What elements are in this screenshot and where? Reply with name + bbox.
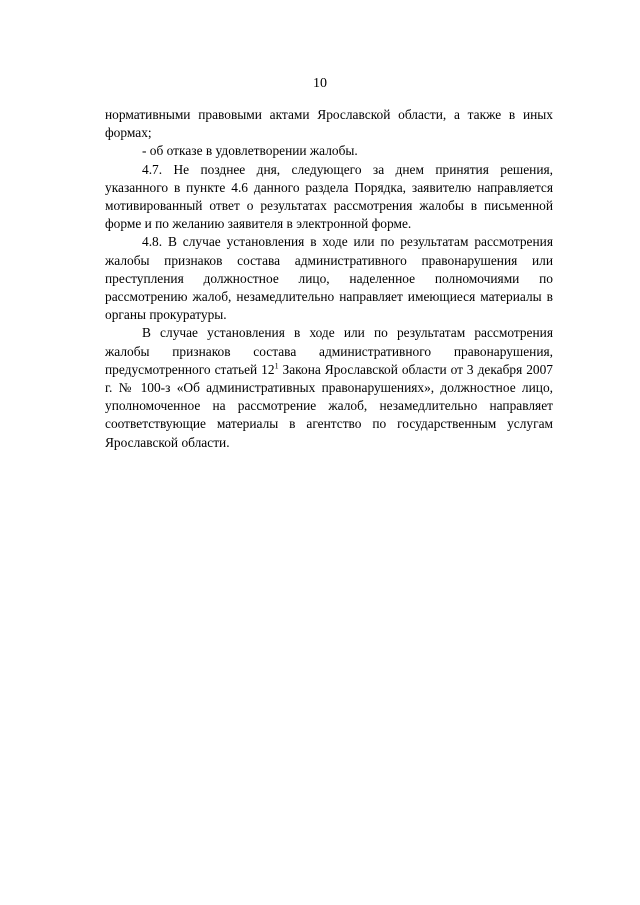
- paragraph-administrative-offense-end: Закона Ярославской области от 3 декабря 2007 г. № 100-з «Об административных правонарушениях», должностное лицо, уполномоченное на рассмотрение жалоб, незамедлительно направляет соответствующие материалы в агентство по государственным услугам Ярославской области.: [105, 361, 553, 450]
- page-number: 10: [313, 76, 327, 91]
- document-body: [105, 106, 553, 452]
- paragraph-refusal: - об отказе в удовлетворении жалобы.: [142, 143, 358, 159]
- article-superscript: 1: [274, 361, 279, 371]
- paragraph-4-8: 4.8. В случае установления в ходе или по результатам рассмотрения жалобы признаков состава административного правонарушения или преступления должностное лицо, наделенное полномочиями по рассмотрению жалоб, незамедлительно направляет имеющиеся материалы в органы прокуратуры.: [105, 234, 553, 323]
- paragraph-forms-continuation: нормативными правовыми актами Ярославской области, а также в иных формах;: [105, 107, 553, 141]
- paragraph-administrative-offense-start: В случае установления в ходе или по результатам рассмотрения жалобы признаков состава административного правонарушения, предусмотренного статьей 12: [105, 325, 553, 377]
- paragraph-administrative-offense: [105, 324, 553, 451]
- paragraph-4-7: 4.7. Не позднее дня, следующего за днем принятия решения, указанного в пункте 4.6 данного раздела Порядка, заявителю направляется мотивированный ответ о результатах рассмотрения жалобы в письменной форме и по желанию заявителя в электронной форме.: [105, 161, 553, 232]
